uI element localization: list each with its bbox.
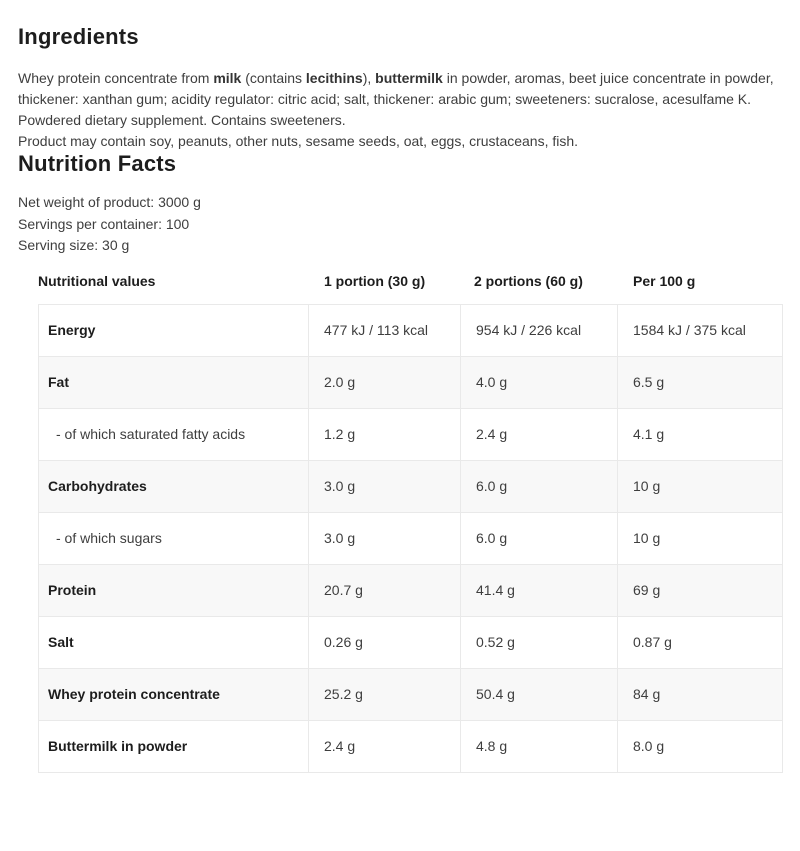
nutrient-label: Fat bbox=[39, 356, 309, 408]
nutrient-value: 10 g bbox=[618, 460, 783, 512]
supplement-note: Powdered dietary supplement. Contains sweeteners. bbox=[18, 112, 346, 128]
table-row bbox=[39, 460, 783, 512]
nutrient-value: 0.87 g bbox=[618, 616, 783, 668]
nutrient-value: 954 kJ / 226 kcal bbox=[461, 304, 618, 356]
nutrient-label: Energy bbox=[39, 304, 309, 356]
nutrient-value: 3.0 g bbox=[309, 512, 461, 564]
nutrient-sub-label: - of which saturated fatty acids bbox=[39, 408, 309, 460]
nutrient-label: Protein bbox=[39, 564, 309, 616]
table-row bbox=[39, 408, 783, 460]
nutrient-label: Whey protein concentrate bbox=[39, 668, 309, 720]
nutrient-value: 2.4 g bbox=[461, 408, 618, 460]
nutrient-value: 0.52 g bbox=[461, 616, 618, 668]
column-header-2-portions: 2 portions (60 g) bbox=[474, 272, 583, 289]
nutrient-value: 84 g bbox=[618, 668, 783, 720]
nutrient-label: Buttermilk in powder bbox=[39, 720, 309, 772]
nutrient-value: 1.2 g bbox=[309, 408, 461, 460]
servings-per-container: Servings per container: 100 bbox=[18, 215, 190, 232]
serving-info bbox=[18, 192, 782, 257]
nutrient-value: 6.5 g bbox=[618, 356, 783, 408]
nutrition-section bbox=[18, 152, 782, 773]
nutrient-value: 477 kJ / 113 kcal bbox=[309, 304, 461, 356]
nutrient-value: 2.0 g bbox=[309, 356, 461, 408]
column-header-per-100g: Per 100 g bbox=[633, 272, 696, 289]
table-row bbox=[39, 720, 783, 772]
nutrient-value: 2.4 g bbox=[309, 720, 461, 772]
nutrition-table-area bbox=[38, 271, 782, 773]
nutrient-value: 6.0 g bbox=[461, 512, 618, 564]
nutrient-value: 3.0 g bbox=[309, 460, 461, 512]
nutrient-value: 0.26 g bbox=[309, 616, 461, 668]
nutrient-value: 6.0 g bbox=[461, 460, 618, 512]
nutrient-value: 25.2 g bbox=[309, 668, 461, 720]
table-row bbox=[39, 356, 783, 408]
nutrient-value: 1584 kJ / 375 kcal bbox=[618, 304, 783, 356]
nutrient-label: Carbohydrates bbox=[39, 460, 309, 512]
nutrient-value: 4.0 g bbox=[461, 356, 618, 408]
table-row bbox=[39, 564, 783, 616]
table-row bbox=[39, 512, 783, 564]
serving-size: Serving size: 30 g bbox=[18, 237, 130, 253]
nutrient-sub-label: - of which sugars bbox=[39, 512, 309, 564]
ingredients-title: Ingredients bbox=[18, 24, 139, 49]
nutrient-value: 8.0 g bbox=[618, 720, 783, 772]
table-header-row bbox=[38, 271, 782, 291]
table-row bbox=[39, 304, 783, 356]
nutrient-value: 41.4 g bbox=[461, 564, 618, 616]
nutrition-table bbox=[38, 304, 783, 773]
nutrient-label: Salt bbox=[39, 616, 309, 668]
nutrient-value: 4.8 g bbox=[461, 720, 618, 772]
table-row bbox=[39, 616, 783, 668]
nutrient-value: 10 g bbox=[618, 512, 783, 564]
nutrition-title: Nutrition Facts bbox=[18, 151, 177, 176]
nutrient-value: 50.4 g bbox=[461, 668, 618, 720]
column-header-1-portion: 1 portion (30 g) bbox=[324, 272, 426, 289]
nutrient-value: 4.1 g bbox=[618, 408, 783, 460]
ingredients-section bbox=[18, 25, 782, 152]
allergen-warning: Product may contain soy, peanuts, other nuts, sesame seeds, oat, eggs, crustaceans, fish. bbox=[18, 133, 579, 149]
net-weight: Net weight of product: 3000 g bbox=[18, 194, 201, 210]
nutrient-value: 20.7 g bbox=[309, 564, 461, 616]
table-row bbox=[39, 668, 783, 720]
ingredients-composition: Whey protein concentrate from milk (contains lecithins), buttermilk in powder, aromas, beet juice concentrate in powder, thickener: xanthan gum; acidity regulator: citric acid; salt, thickener: arabic gum; sweeteners: sucralose, acesulfame K. bbox=[18, 70, 774, 107]
nutrient-value: 69 g bbox=[618, 564, 783, 616]
column-header-nutritional-values: Nutritional values bbox=[38, 272, 156, 289]
